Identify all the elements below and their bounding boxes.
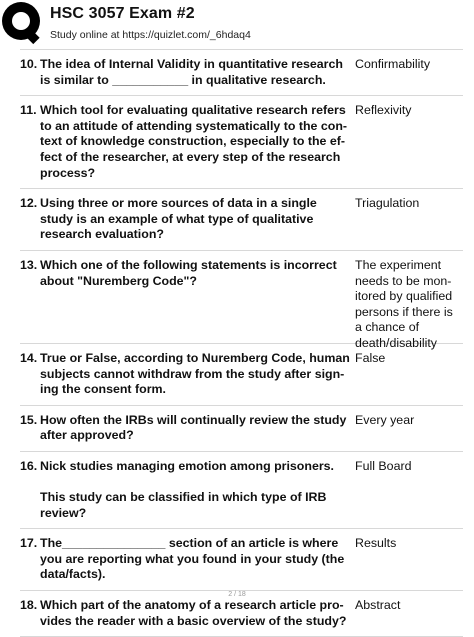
card-14 xyxy=(20,344,463,406)
card-term: Which one of the following statements is incorrect about "Nuremberg Code"? xyxy=(40,257,337,288)
card-number: 10. xyxy=(20,57,38,71)
card-definition: Every year xyxy=(355,412,415,427)
card-term: The_______________ section of an article is where you are reporting what you found in your study (the data/facts). xyxy=(40,536,345,582)
card-term: Which part of the anatomy of a research article pro- vides the reader with a basic overview of the study? xyxy=(40,598,347,628)
card-10 xyxy=(20,50,463,96)
card-term: The idea of Internal Validity in quantitative research is similar to ___________ in qualitative research. xyxy=(40,57,343,87)
card-12 xyxy=(20,189,463,251)
card-term: True or False, according to Nuremberg Code, human subjects cannot withdraw from the study after sign- ing the consent form. xyxy=(40,350,350,397)
card-term: How often the IRBs will continually review the study after approved? xyxy=(40,412,347,443)
card-number: 18. xyxy=(20,598,38,613)
card-number: 16. xyxy=(20,458,38,473)
flashcard-list xyxy=(20,50,463,637)
card-definition: The experiment needs to be mon- itored by qualified persons if there is a chance of death/disability xyxy=(355,257,453,350)
card-number: 15. xyxy=(20,412,38,427)
card-number: 13. xyxy=(20,257,38,272)
card-number: 12. xyxy=(20,196,38,211)
card-definition: False xyxy=(355,350,386,365)
card-definition: Full Board xyxy=(355,458,412,473)
study-link-text: Study online at https://quizlet.com/_6hdaq4 xyxy=(50,29,251,41)
card-term: Which tool for evaluating qualitative research refers to an attitude of attending systematically to the con- text of knowledge construction, especially to the ef- fect of the researcher, at every step of the research process? xyxy=(40,103,348,180)
card-16 xyxy=(20,452,463,529)
card-term: Using three or more sources of data in a single study is an example of what type of qualitative research evaluation? xyxy=(40,196,317,242)
page-number: 2 / 18 xyxy=(228,591,246,598)
document-title: HSC 3057 Exam #2 xyxy=(50,5,195,22)
card-definition: Results xyxy=(355,536,397,551)
card-15 xyxy=(20,406,463,452)
card-number: 11. xyxy=(20,103,37,118)
card-11 xyxy=(20,96,463,189)
card-number: 17. xyxy=(20,536,38,551)
card-17 xyxy=(20,529,463,591)
card-term: Nick studies managing emotion among prisoners. This study can be classified in which type of IRB review? xyxy=(40,458,334,520)
card-definition: Triagulation xyxy=(355,196,420,211)
quizlet-logo-icon xyxy=(2,2,40,40)
page-header xyxy=(0,0,474,48)
card-13 xyxy=(20,251,463,350)
card-definition: Confirmability xyxy=(355,57,431,71)
card-number: 14. xyxy=(20,350,38,365)
card-definition: Abstract xyxy=(355,598,401,613)
card-definition: Reflexivity xyxy=(355,103,412,118)
